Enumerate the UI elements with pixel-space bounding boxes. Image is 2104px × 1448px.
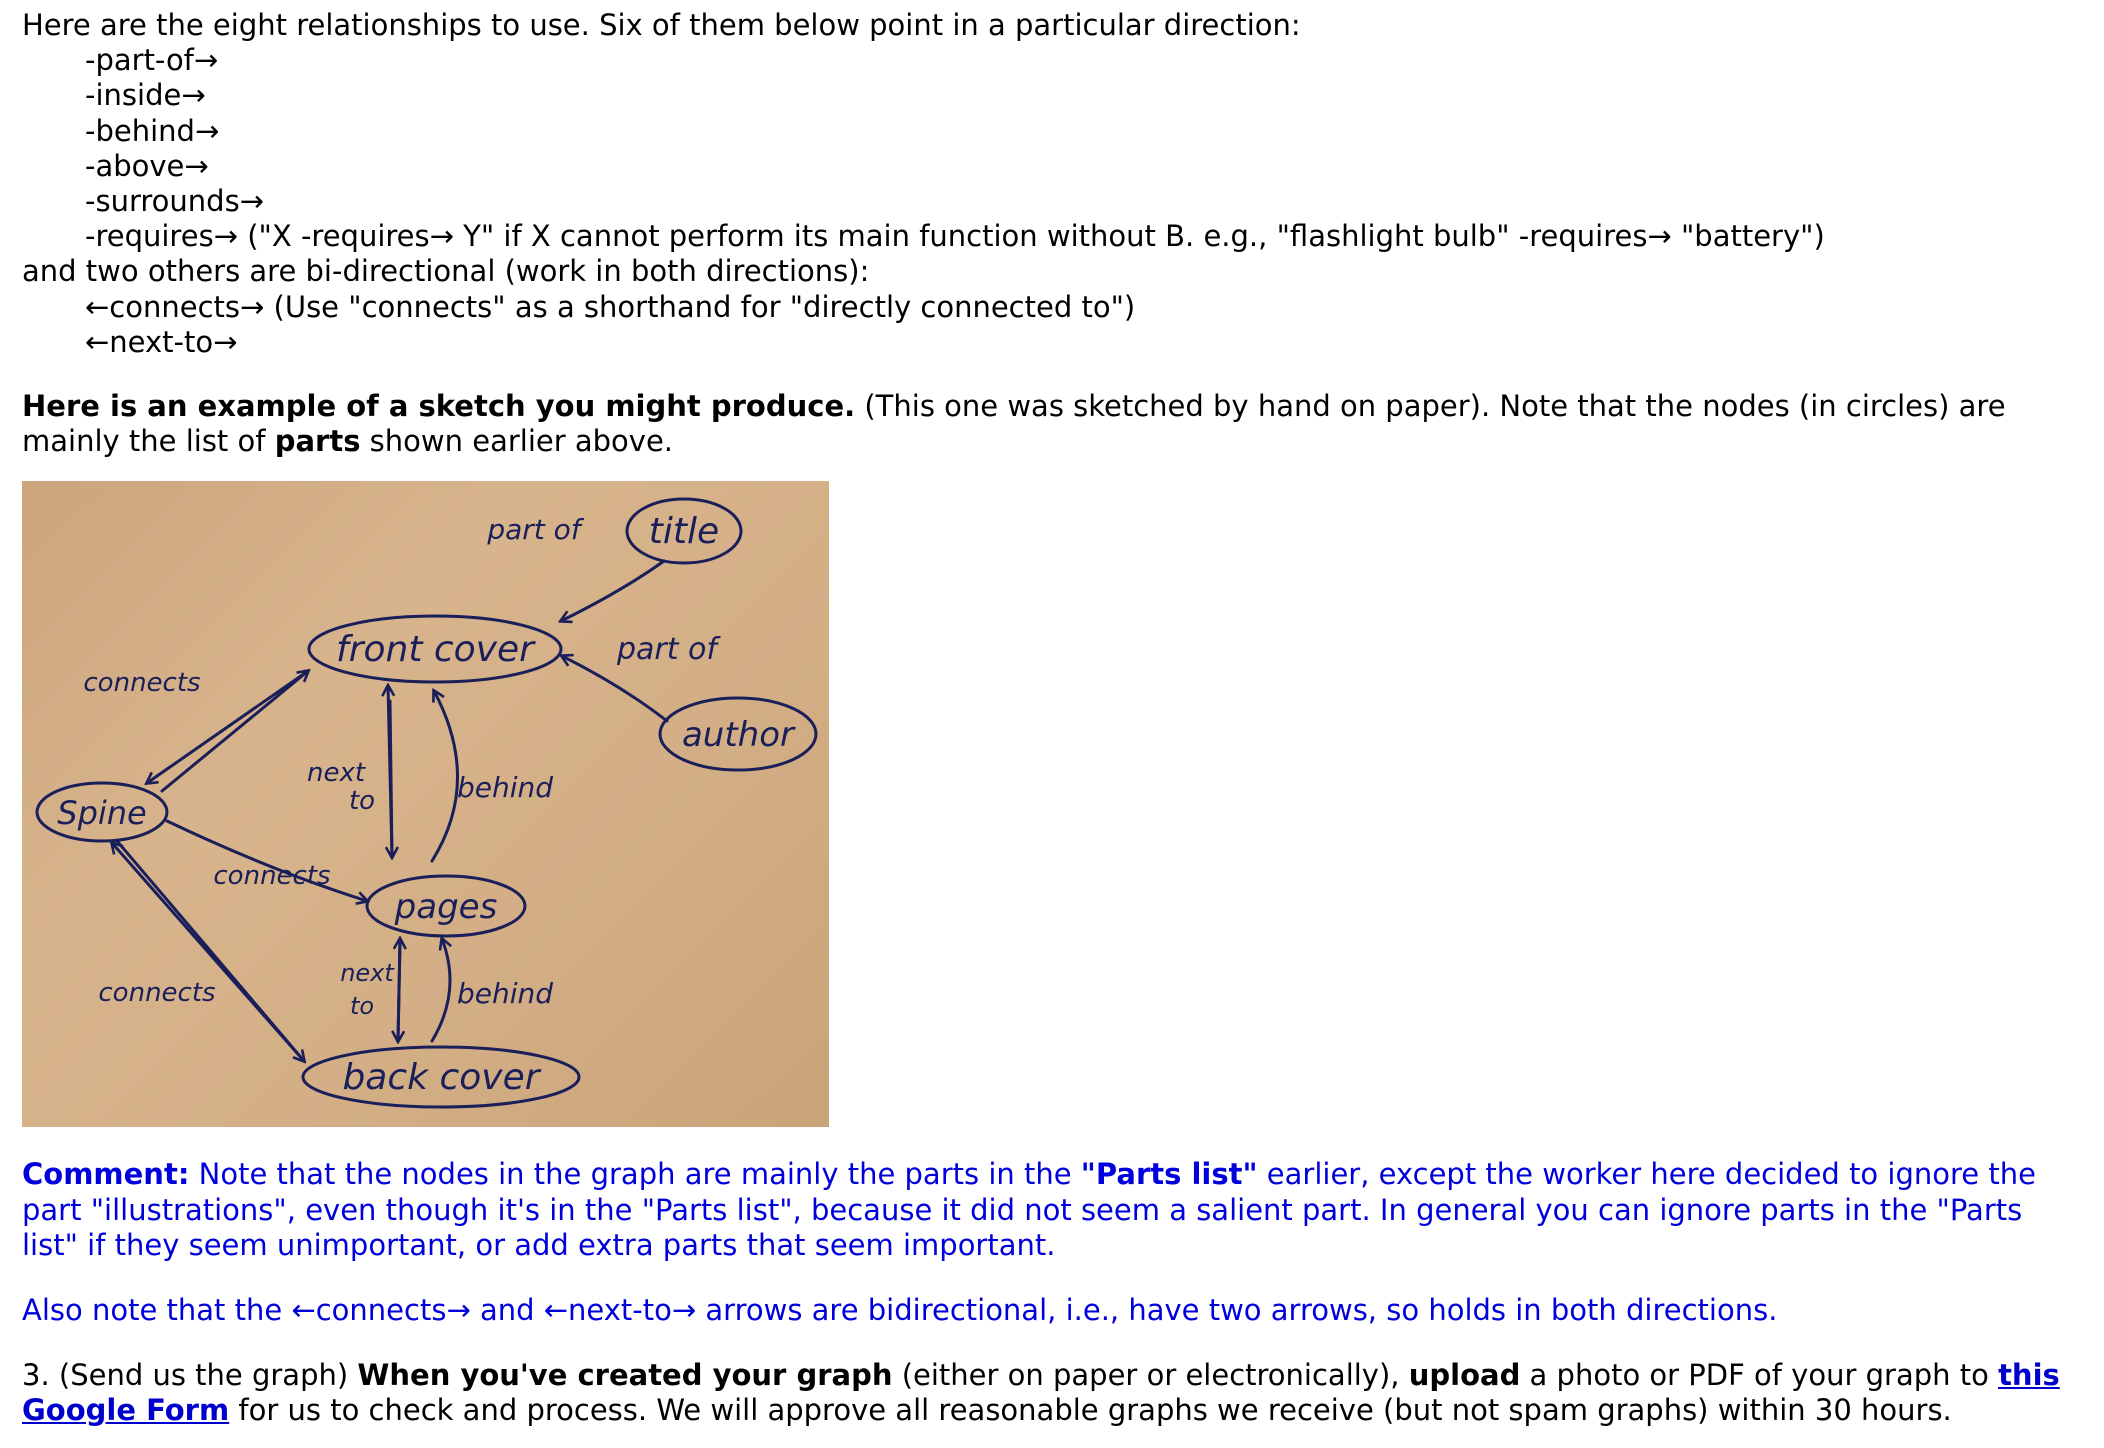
- step3-text-4: for us to check and process. We will approve all reasonable graphs we receive (but not spam graphs) within 30 hours.: [229, 1393, 1952, 1428]
- example-text-2a: mainly the list of: [22, 424, 275, 459]
- edge-label-connects-front: connects: [83, 668, 201, 699]
- edge-label-next-2: next: [340, 959, 394, 988]
- parts-bold: parts: [274, 424, 361, 459]
- comment-label: Comment:: [22, 1157, 190, 1192]
- edge-behind-pages-front: [432, 691, 458, 861]
- step3-text-2: (either on paper or electronically),: [892, 1358, 1409, 1393]
- relation-requires: [22, 219, 2082, 254]
- comment-line-2: part "illustrations", even though it's in the "Parts list", because it did not seem a salient part. In general you can ignore parts in the "Parts: [22, 1192, 2023, 1227]
- example-line-2: [22, 424, 2082, 459]
- edge-nextto-pages-back-b: [398, 939, 400, 1041]
- node-front-cover: front cover: [336, 629, 534, 671]
- connects-label: ←connects→: [85, 289, 265, 324]
- edge-label-to-1: to: [348, 786, 376, 817]
- bidirectional-note: Also note that the ←connects→ and ←next-to→ arrows are bidirectional, i.e., have two arrows, so holds in both directions.: [22, 1293, 1778, 1328]
- example-heading: Here is an example of a sketch you might produce.: [22, 389, 856, 424]
- requires-label: -requires→: [85, 219, 238, 254]
- example-line-1: [22, 389, 2082, 424]
- node-back-cover: back cover: [342, 1057, 540, 1099]
- relation-inside: -inside→: [85, 78, 206, 113]
- relation-surrounds: -surrounds→: [85, 184, 264, 219]
- comment-line-3: list" if they seem unimportant, or add extra parts that seem important.: [22, 1227, 1056, 1262]
- step3-text-3: a photo or PDF of your graph to: [1520, 1358, 1999, 1393]
- comment-text-2: earlier, except the worker here decided to ignore the: [1257, 1157, 2036, 1192]
- relation-behind: -behind→: [85, 113, 220, 148]
- intro-line: Here are the eight relationships to use. Six of them below point in a particular direction:: [22, 8, 1301, 42]
- edge-label-connects-pages: connects: [213, 861, 331, 892]
- google-form-link[interactable]: Google Form: [22, 1393, 230, 1428]
- edge-title-front-cover: [561, 561, 664, 621]
- step3-text-1: 3. (Send us the graph): [22, 1358, 358, 1393]
- edge-label-behind-2: behind: [456, 977, 554, 1011]
- edge-label-next-1: next: [306, 758, 366, 789]
- comment-block: [22, 1157, 2082, 1263]
- edge-label-behind-1: behind: [456, 771, 554, 805]
- google-form-link-this[interactable]: this: [1998, 1358, 2060, 1393]
- relation-connects: [22, 290, 2082, 325]
- step3-bold-1: When you've created your graph: [357, 1358, 893, 1393]
- instructions-page: [22, 8, 2082, 1429]
- example-text-2b: shown earlier above.: [360, 424, 674, 459]
- edge-label-connects-back: connects: [98, 978, 216, 1009]
- sketch-graph: [22, 481, 829, 1127]
- sketch-photo: [22, 481, 829, 1127]
- relation-part-of: -part-of→: [85, 43, 219, 78]
- node-spine: Spine: [57, 794, 147, 833]
- step-3: [22, 1358, 2082, 1428]
- comment-text-1: Note that the nodes in the graph are mainly the parts in the: [189, 1157, 1081, 1192]
- connects-note: (Use "connects" as a shorthand for "directly connected to"): [264, 289, 1136, 324]
- node-author: author: [681, 715, 795, 756]
- edge-label-part-of-author: part of: [617, 632, 717, 668]
- example-text: (This one was sketched by hand on paper). Note that the nodes (in circles) are: [855, 389, 2006, 424]
- relation-next-to: ←next-to→: [85, 324, 238, 359]
- step3-bold-upload: upload: [1408, 1358, 1521, 1393]
- edge-behind-back-pages: [432, 939, 450, 1041]
- requires-note: ("X -requires→ Y" if X cannot perform its main function without B. e.g., "flashlight bulb" -requires→ "battery"): [237, 219, 1825, 254]
- edge-label-to-2: to: [349, 992, 375, 1021]
- node-title: title: [648, 511, 720, 553]
- comment-parts-list: "Parts list": [1080, 1157, 1258, 1192]
- relation-above: -above→: [85, 148, 209, 183]
- bidirectional-intro: and two others are bi-directional (work in both directions):: [22, 254, 870, 289]
- edge-label-part-of-title: part of: [487, 513, 581, 547]
- node-pages: pages: [394, 887, 498, 928]
